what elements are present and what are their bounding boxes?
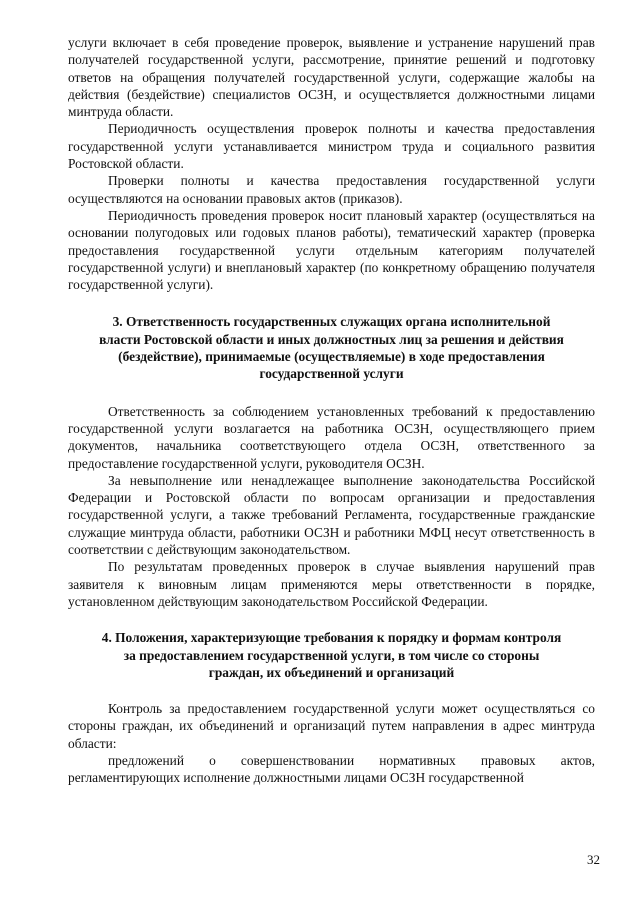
- document-page: [68, 34, 595, 787]
- intro-paragraph-3: Проверки полноты и качества предоставления государственной услуги осуществляются на основании правовых актов (приказов).: [68, 173, 595, 206]
- intro-paragraph-1: услуги включает в себя проведение проверок, выявление и устранение нарушений прав получателей государственной услуги, рассмотрение, принятие решений и подготовку ответов на обращения получателей государственной услуги, содержащие жалобы на действия (бездействие) специалистов ОСЗН, и осуществляется должностными лицами минтруда области.: [68, 35, 595, 120]
- section-4-paragraph-1: Контроль за предоставлением государственной услуги может осуществляться со стороны граждан, их объединений и организаций путем направления в адрес минтруда области:: [68, 701, 595, 751]
- intro-paragraph-2: Периодичность осуществления проверок полноты и качества предоставления государственной услуги устанавливается министром труда и социального развития Ростовской области.: [68, 121, 595, 172]
- page-number: 32: [587, 852, 600, 867]
- section-4-paragraph-2: предложений о совершенствовании нормативных правовых актов, регламентирующих исполнение должностными лицами ОСЗН государственной: [68, 752, 595, 786]
- section-3-paragraph-1: Ответственность за соблюдением установленных требований к предоставлению государственной услуги возлагается на работника ОСЗН, осуществляющего прием документов, начальника соответствующего отдела ОСЗН, ответственного за предоставление государственной услуги, руководителя ОСЗН.: [68, 403, 595, 471]
- intro-paragraph-4: Периодичность проведения проверок носит плановый характер (осуществляться на основании полугодовых или годовых планов работы), тематический характер (проверка предоставления государственной услуги отдельным категориям получателей государственной услуги) и внеплановый характер (по конкретному обращению получателя государственной услуги).: [68, 207, 595, 293]
- section-3-paragraph-3: По результатам проведенных проверок в случае выявления нарушений прав заявителя к виновным лицам применяются меры ответственности в порядке, установленном действующим законодательством Российской Федерации.: [68, 559, 595, 609]
- section-4-heading: 4. Положения, характеризующие требования к порядку и формам контроля за предоставлением государственной услуги, в том числе со стороны граждан, их объединений и организаций: [101, 630, 562, 680]
- section-3-heading: 3. Ответственность государственных служащих органа исполнительной власти Ростовской области и иных должностных лиц за решения и действия (бездействие), принимаемые (осуществляемые) в ходе предоставления государственной услуги: [99, 314, 564, 382]
- section-3-paragraph-2: За невыполнение или ненадлежащее выполнение законодательства Российской Федерации и Ростовской области по вопросам организации и предоставления государственной услуги, а также требований Регламента, государственные гражданские служащие минтруда области, работники ОСЗН и работники МФЦ несут ответственность в соответствии с действующим законодательством.: [68, 472, 595, 558]
